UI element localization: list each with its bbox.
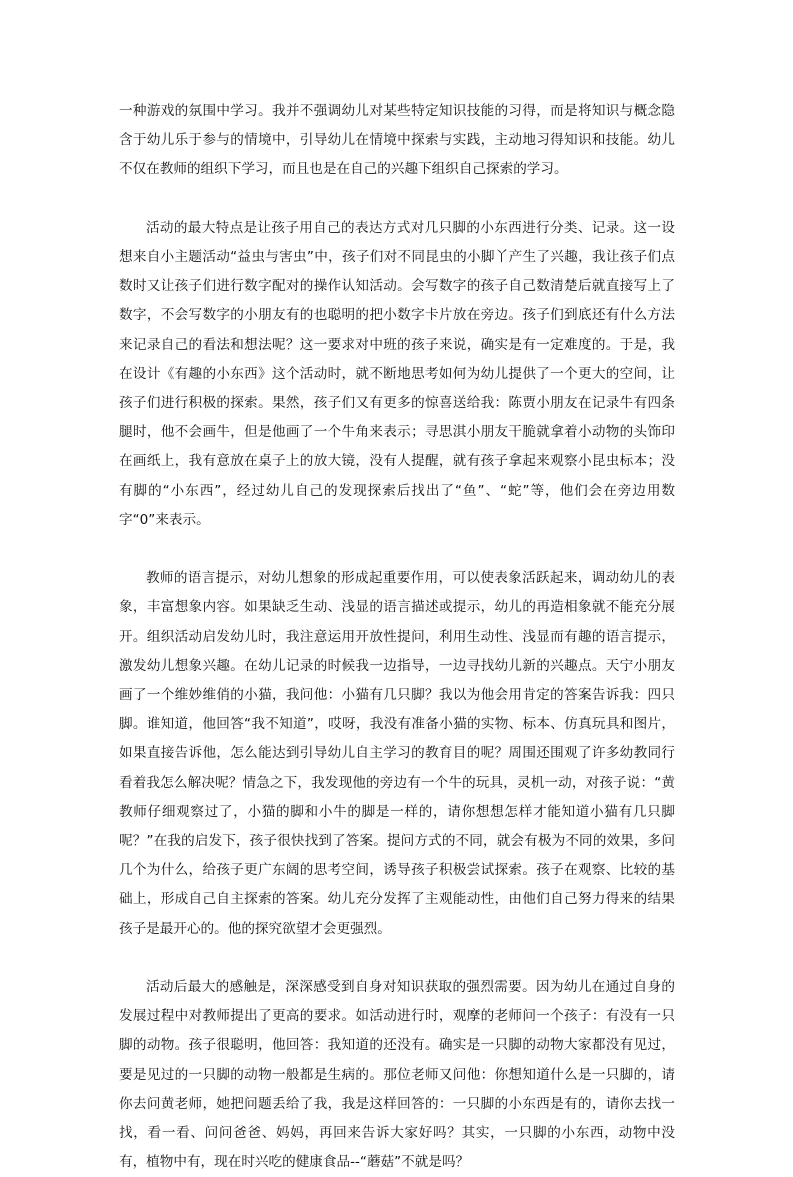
paragraph-2: 活动的最大特点是让孩子用自己的表达方式对几只脚的小东西进行分类、记录。这一设想来自小主题活动“益虫与害虫”中，孩子们对不同昆虫的小脚丫产生了兴趣，我让孩子们点数时又让孩子们进行数字配对的操作认知活动。会写数字的孩子自己数清楚后就直接写上了数字，不会写数字的小朋友有的也聪明的把小数字卡片放在旁边。孩子们到底还有什么方法来记录自己的看法和想法呢？这一要求对中班的孩子来说，确实是有一定难度的。于是，我在设计《有趣的小东西》这个活动时，就不断地思考如何为幼儿提供了一个更大的空间，让孩子们进行积极的探索。果然，孩子们又有更多的惊喜送给我：陈贾小朋友在记录牛有四条腿时，他不会画牛，但是他画了一个牛角来表示；寻思淇小朋友干脆就拿着小动物的头饰印在画纸上，我有意放在桌子上的放大镜，没有人提醒，就有孩子拿起来观察小昆虫标本；没有脚的“小东西”，经过幼儿自己的发现探索后找出了“鱼”、“蛇”等，他们会在旁边用数字“0”来表示。 [119, 219, 675, 528]
paragraph-gap [119, 944, 675, 973]
paragraph-gap [119, 535, 675, 564]
document-body [119, 97, 675, 1177]
paragraph-3: 教师的语言提示，对幼儿想象的形成起重要作用，可以使表象活跃起来，调动幼儿的表象，丰富想象内容。如果缺乏生动、浅显的语言描述或提示，幼儿的再造相象就不能充分展开。组织活动启发幼儿时，我注意运用开放性提问，利用生动性、浅显而有趣的语言提示，激发幼儿想象兴趣。在幼儿记录的时候我一边指导，一边寻找幼儿新的兴趣点。天宁小朋友画了一个维妙维俏的小猫，我问他：小猫有几只脚？我以为他会用肯定的答案告诉我：四只脚。谁知道，他回答“我不知道”，哎呀，我没有准备小猫的实物、标本、仿真玩具和图片，如果直接告诉他，怎么能达到引导幼儿自主学习的教育目的呢？周围还围观了许多幼教同行看着我怎么解决呢？情急之下，我发现他的旁边有一个牛的玩具，灵机一动，对孩子说：“黄教师仔细观察过了，小猫的脚和小牛的脚是一样的，请你想想怎样才能知道小猫有几只脚呢？”在我的启发下，孩子很快找到了答案。提问方式的不同，就会有极为不同的效果，多问几个为什么，给孩子更广东阔的思考空间，诱导孩子积极尝试探索。孩子在观察、比较的基础上，形成自己自主探索的答案。幼儿充分发挥了主观能动性，由他们自己努力得来的结果孩子是最开心的。他的探究欲望才会更强烈。 [119, 570, 675, 937]
paragraph-1: 一种游戏的氛围中学习。我并不强调幼儿对某些特定知识技能的习得，而是将知识与概念隐含于幼儿乐于参与的情境中，引导幼儿在情境中探索与实践，主动地习得知识和技能。幼儿不仅在教师的组织下学习，而且也是在自己的兴趣下组织自己探索的学习。 [119, 103, 675, 178]
paragraph-4: 活动后最大的感触是，深深感受到自身对知识获取的强烈需要。因为幼儿在通过自身的发展过程中对教师提出了更高的要求。如活动进行时，观摩的老师问一个孩子：有没有一只脚的动物。孩子很聪明，他回答：我知道的还没有。确实是一只脚的动物大家都没有见过，要是见过的一只脚的动物一般都是生病的。那位老师又问他：你想知道什么是一只脚的，请你去问黄老师，她把问题丢给了我，我是这样回答的：一只脚的小东西是有的，请你去找一找，看一看、问问爸爸、妈妈，再回来告诉大家好吗？其实，一只脚的小东西，动物中没有，植物中有，现在时兴吃的健康食品--“蘑菇”不就是吗？ [119, 979, 675, 1171]
paragraph-gap [119, 185, 675, 214]
